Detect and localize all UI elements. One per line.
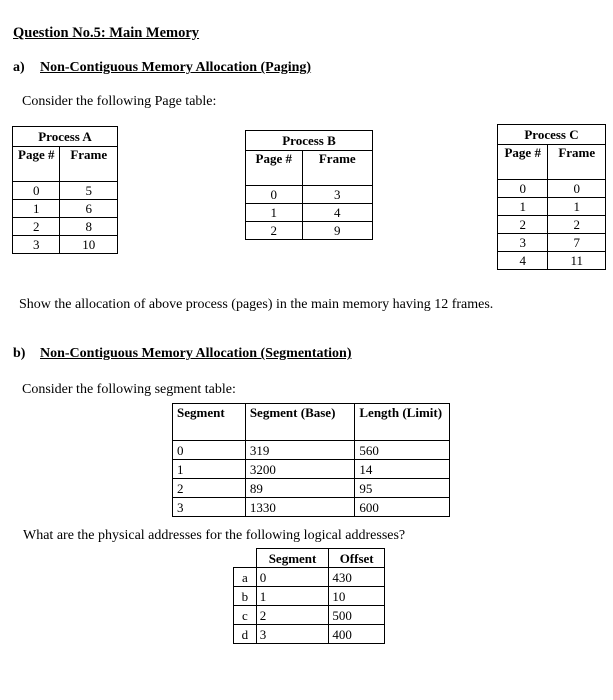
table-row: [173, 460, 450, 479]
frame-cell: 6: [60, 200, 118, 218]
table-row: [13, 218, 118, 236]
page-cell: 2: [13, 218, 60, 236]
table-caption: Process C: [498, 125, 606, 145]
column-header-blank: [234, 549, 257, 568]
section-a-label: a): [13, 60, 25, 75]
frame-cell: 9: [302, 222, 372, 240]
offset-cell: 500: [329, 606, 385, 625]
page-table-process-c: [497, 124, 606, 270]
page-table-process-b: [245, 130, 373, 240]
row-label: c: [234, 606, 257, 625]
segment-cell: 0: [256, 568, 329, 587]
column-header-frame: Frame: [60, 147, 118, 182]
table-row: [234, 587, 385, 606]
offset-cell: 10: [329, 587, 385, 606]
row-label: b: [234, 587, 257, 606]
limit-cell: 14: [355, 460, 450, 479]
frame-cell: 5: [60, 182, 118, 200]
frame-cell: 2: [548, 216, 606, 234]
column-header-page: Page #: [498, 145, 548, 180]
limit-cell: 600: [355, 498, 450, 517]
page-cell: 3: [498, 234, 548, 252]
page-cell: 2: [246, 222, 303, 240]
table-row: [173, 498, 450, 517]
section-b-title: Non-Contiguous Memory Allocation (Segmentation): [40, 346, 352, 361]
row-label: a: [234, 568, 257, 587]
page-title: Question No.5: Main Memory: [13, 25, 200, 41]
column-header-page: Page #: [13, 147, 60, 182]
table-row: [498, 234, 606, 252]
table-caption: Process B: [246, 131, 373, 151]
segment-cell: 0: [173, 441, 246, 460]
page-cell: 2: [498, 216, 548, 234]
column-header-page: Page #: [246, 151, 303, 186]
frame-cell: 4: [302, 204, 372, 222]
table-row: [246, 204, 373, 222]
section-a-intro: Consider the following Page table:: [22, 94, 217, 109]
segment-cell: 3: [256, 625, 329, 644]
column-header-base: Segment (Base): [245, 404, 355, 441]
offset-cell: 430: [329, 568, 385, 587]
table-row: [498, 216, 606, 234]
page-table-process-a: [12, 126, 118, 254]
segment-cell: 3: [173, 498, 246, 517]
frame-cell: 7: [548, 234, 606, 252]
table-row: [234, 568, 385, 587]
page-cell: 0: [498, 180, 548, 198]
table-row: [234, 625, 385, 644]
page-cell: 3: [13, 236, 60, 254]
table-row: [13, 182, 118, 200]
base-cell: 89: [245, 479, 355, 498]
segment-cell: 2: [173, 479, 246, 498]
column-header-offset: Offset: [329, 549, 385, 568]
page-cell: 0: [246, 186, 303, 204]
section-a-title: Non-Contiguous Memory Allocation (Paging): [40, 60, 312, 75]
offset-cell: 400: [329, 625, 385, 644]
table-row: [234, 606, 385, 625]
frame-cell: 1: [548, 198, 606, 216]
section-b-intro: Consider the following segment table:: [22, 382, 236, 397]
column-header-segment: Segment: [256, 549, 329, 568]
base-cell: 319: [245, 441, 355, 460]
section-b-label: b): [13, 346, 26, 361]
segment-cell: 1: [256, 587, 329, 606]
page-cell: 1: [498, 198, 548, 216]
segment-cell: 1: [173, 460, 246, 479]
segment-table: [172, 403, 450, 517]
table-caption: Process A: [13, 127, 118, 147]
column-header-frame: Frame: [548, 145, 606, 180]
column-header-limit: Length (Limit): [355, 404, 450, 441]
table-row: [173, 479, 450, 498]
limit-cell: 560: [355, 441, 450, 460]
base-cell: 3200: [245, 460, 355, 479]
frame-cell: 10: [60, 236, 118, 254]
frame-cell: 0: [548, 180, 606, 198]
limit-cell: 95: [355, 479, 450, 498]
column-header-frame: Frame: [302, 151, 372, 186]
table-row: [246, 186, 373, 204]
row-label: d: [234, 625, 257, 644]
page-cell: 4: [498, 252, 548, 270]
table-row: [13, 236, 118, 254]
page-cell: 1: [246, 204, 303, 222]
column-header-segment: Segment: [173, 404, 246, 441]
table-row: [498, 180, 606, 198]
frame-cell: 8: [60, 218, 118, 236]
logical-address-table: [233, 548, 385, 644]
table-row: [498, 252, 606, 270]
frame-cell: 3: [302, 186, 372, 204]
section-b-question: What are the physical addresses for the following logical addresses?: [23, 528, 406, 543]
table-row: [498, 198, 606, 216]
page-cell: 1: [13, 200, 60, 218]
base-cell: 1330: [245, 498, 355, 517]
table-row: [173, 441, 450, 460]
table-row: [246, 222, 373, 240]
table-row: [13, 200, 118, 218]
frame-cell: 11: [548, 252, 606, 270]
section-a-task: Show the allocation of above process (pages) in the main memory having 12 frames.: [19, 297, 494, 312]
segment-cell: 2: [256, 606, 329, 625]
page-cell: 0: [13, 182, 60, 200]
